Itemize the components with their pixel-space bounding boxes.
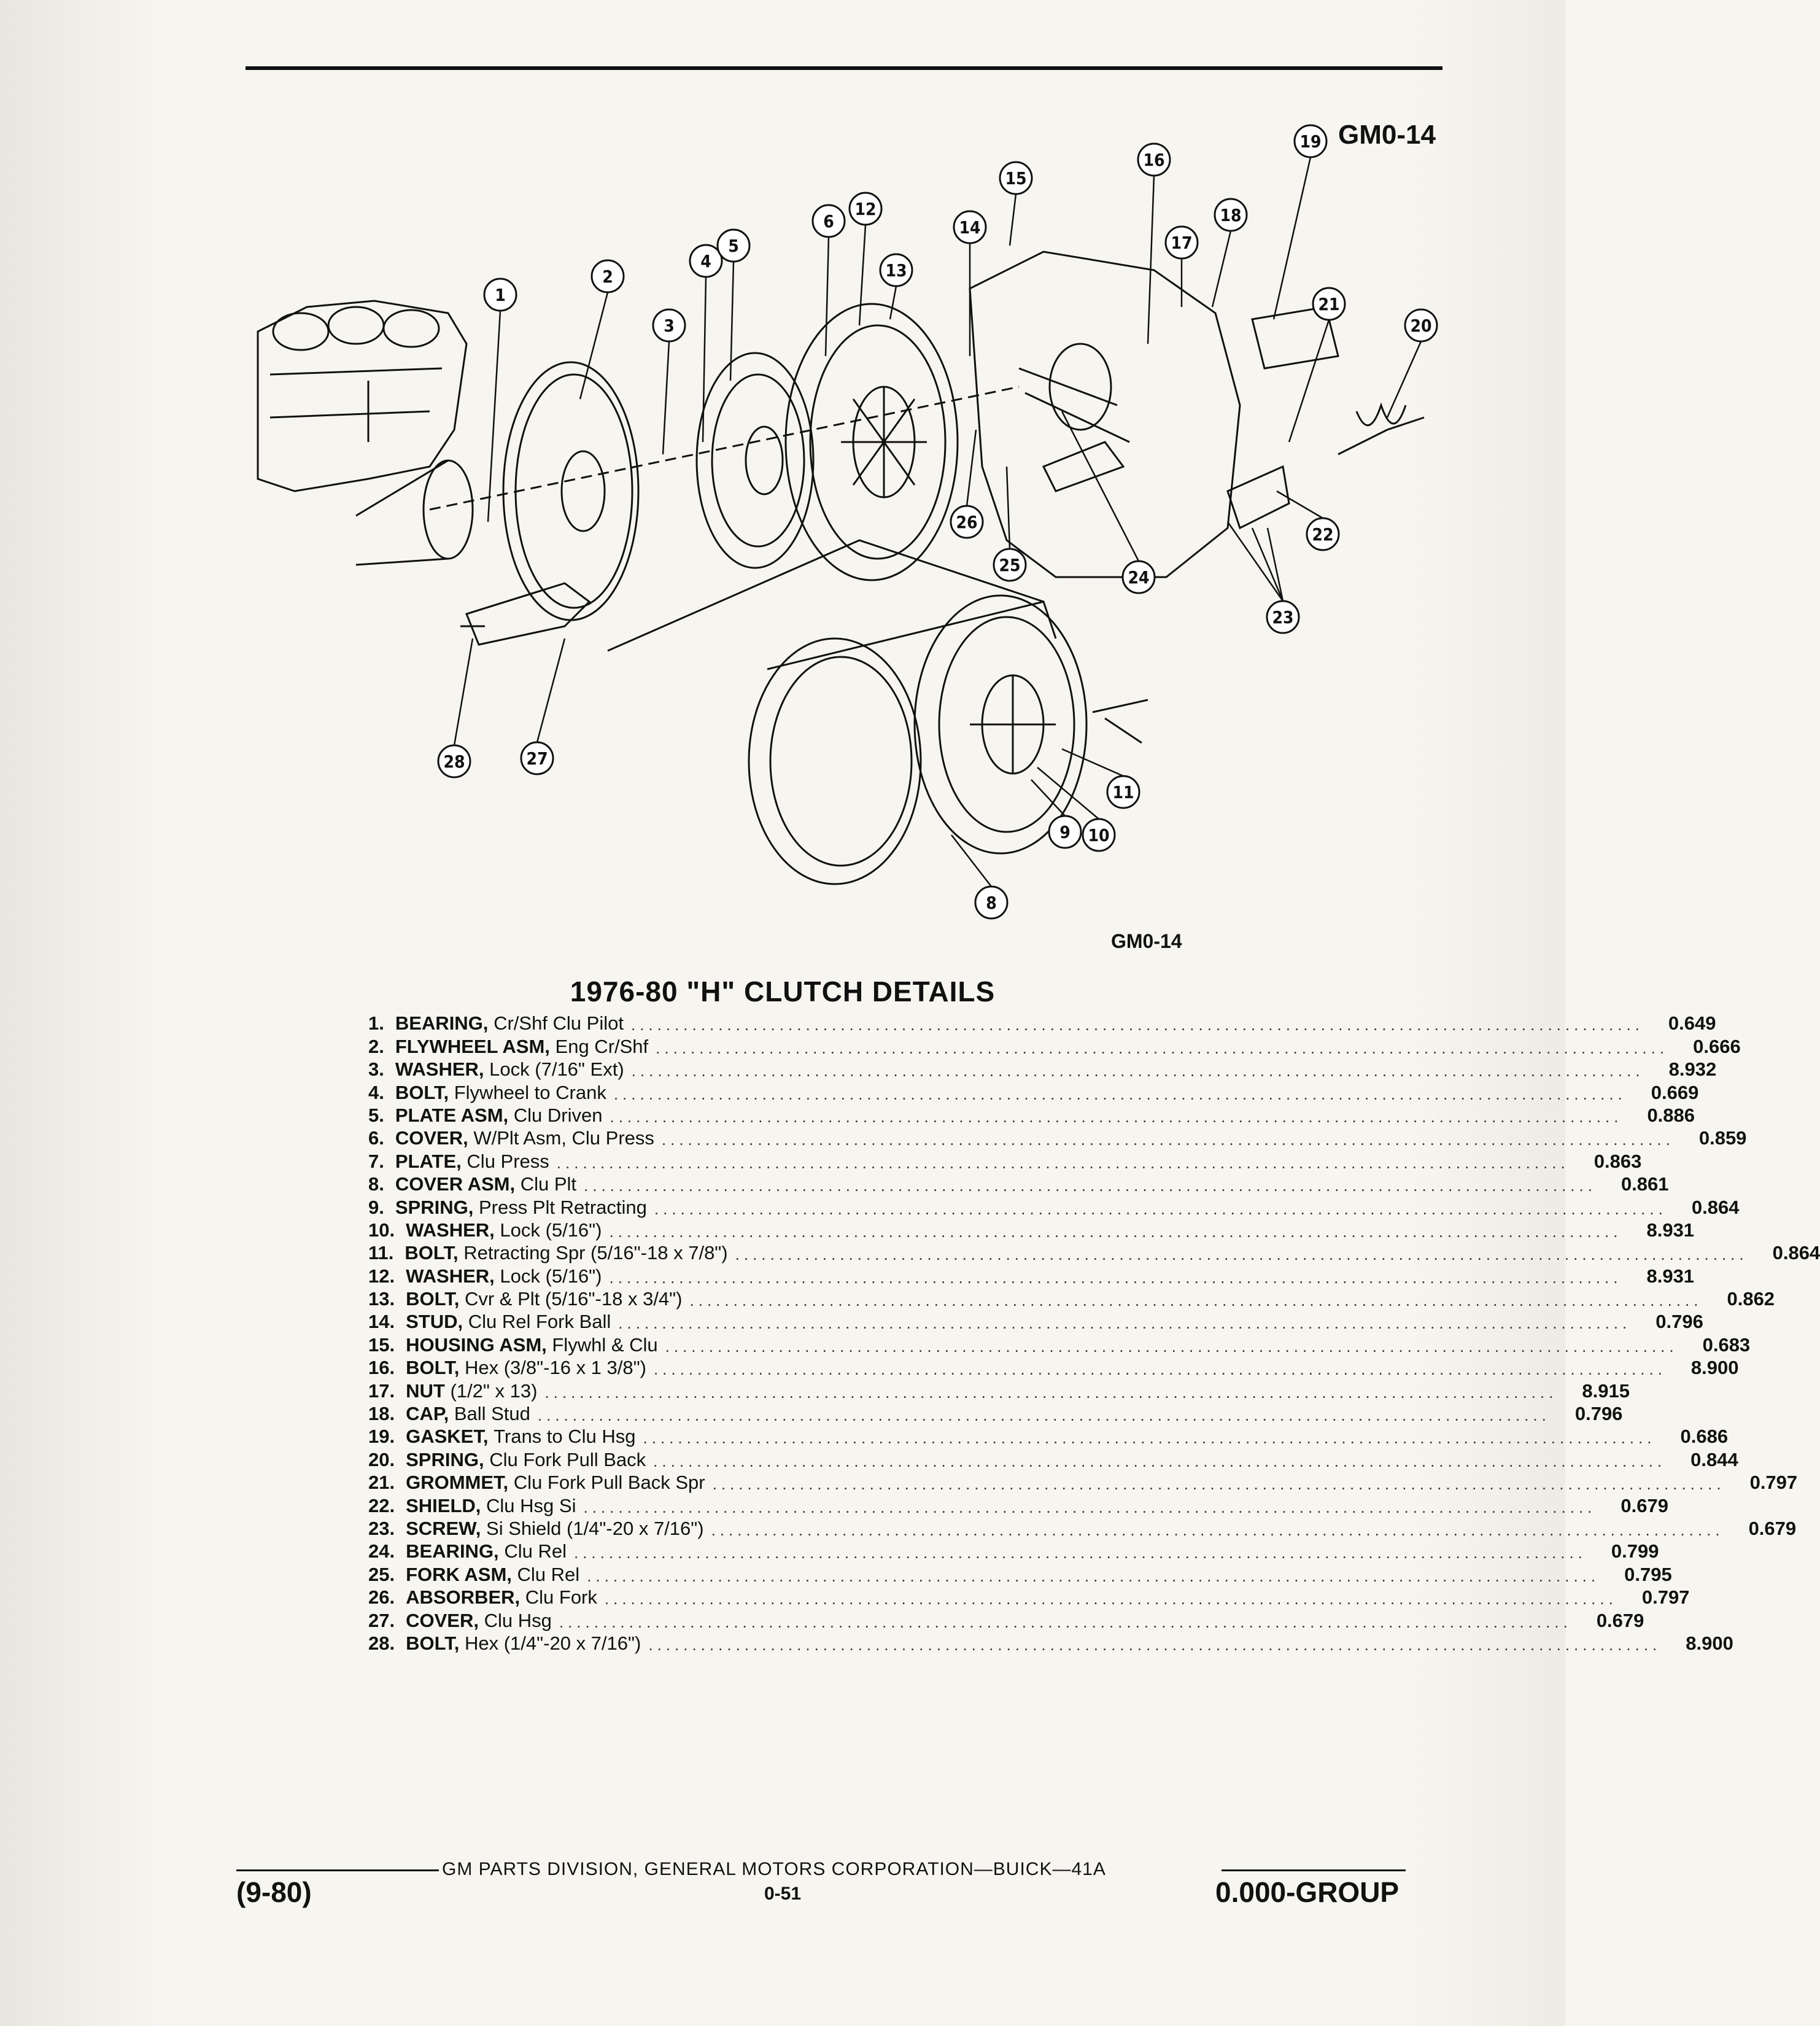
- part-name: NUT: [406, 1380, 445, 1402]
- pressure-plate-drawing: [786, 304, 958, 580]
- group-number: 0.649: [1668, 1012, 1716, 1034]
- svg-text:5: 5: [728, 236, 739, 256]
- part-number: 17.: [368, 1380, 395, 1402]
- part-row: [368, 1402, 1623, 1425]
- callout-21: [1313, 288, 1345, 320]
- part-row: [368, 1425, 1729, 1448]
- part-description: Clu Plt: [520, 1173, 576, 1195]
- part-description: (1/2" x 13): [450, 1380, 538, 1402]
- part-number: 7.: [368, 1150, 384, 1172]
- part-name: PLATE ASM,: [395, 1104, 509, 1126]
- part-row: [368, 1104, 1695, 1127]
- part-number: 22.: [368, 1494, 395, 1516]
- part-number: 8.: [368, 1173, 384, 1195]
- callout-17: [1166, 227, 1198, 258]
- dot-leader: ....................................................................................................................: [654, 1199, 1667, 1218]
- part-description: Clu Rel: [517, 1563, 580, 1585]
- dot-leader: ....................................................................................................................: [712, 1475, 1725, 1494]
- part-description: Flywhl & Clu: [552, 1333, 658, 1356]
- group-number: 8.932: [1668, 1058, 1717, 1081]
- diagram-code-mid: GM0-14: [1111, 930, 1182, 952]
- part-row: [368, 1471, 1798, 1494]
- part-number: 3.: [368, 1058, 384, 1081]
- part-description: Trans to Clu Hsg: [494, 1426, 636, 1448]
- callout-19: [1295, 125, 1326, 157]
- part-row: [368, 1333, 1751, 1356]
- dot-leader: ....................................................................................................................: [559, 1612, 1572, 1631]
- part-description: Cvr & Plt (5/16"-18 x 3/4"): [464, 1288, 683, 1310]
- part-number: 26.: [368, 1586, 395, 1609]
- svg-text:2: 2: [602, 266, 613, 287]
- dot-leader: ....................................................................................................................: [556, 1153, 1570, 1172]
- part-row: [368, 1632, 1733, 1655]
- dot-leader: ....................................................................................................................: [665, 1337, 1678, 1356]
- callout-6: [813, 205, 845, 237]
- svg-text:9: 9: [1059, 822, 1071, 842]
- axis-line: [430, 387, 1019, 510]
- group-number: 0.679: [1596, 1609, 1644, 1631]
- callout-2: [592, 260, 624, 292]
- svg-text:22: 22: [1312, 524, 1334, 545]
- dot-leader: ....................................................................................................................: [610, 1107, 1623, 1126]
- footer-rule-right: [1222, 1869, 1406, 1871]
- parts-list: [368, 1012, 1820, 1655]
- svg-text:15: 15: [1005, 168, 1027, 188]
- part-row: [368, 1586, 1690, 1609]
- part-row: [368, 1287, 1775, 1310]
- part-name: WASHER,: [406, 1219, 495, 1241]
- group-number: 0.669: [1651, 1081, 1699, 1103]
- callout-8: [975, 887, 1007, 918]
- group-number: 0.864: [1691, 1196, 1740, 1218]
- svg-text:27: 27: [526, 748, 548, 769]
- dot-leader: ....................................................................................................................: [604, 1589, 1617, 1609]
- svg-text:25: 25: [999, 555, 1021, 575]
- svg-text:4: 4: [700, 251, 711, 271]
- part-description: Retracting Spr (5/16"-18 x 7/8"): [463, 1242, 728, 1264]
- part-name: GASKET,: [406, 1426, 489, 1448]
- part-number: 14.: [368, 1311, 395, 1333]
- part-description: Lock (7/16" Ext): [489, 1058, 624, 1081]
- part-description: Clu Rel: [504, 1540, 567, 1562]
- callout-3: [653, 309, 685, 341]
- diagram-code-top: GM0-14: [1338, 120, 1436, 150]
- part-row: [368, 1081, 1699, 1103]
- shield-drawing: [1228, 467, 1289, 528]
- dot-leader: ....................................................................................................................: [544, 1383, 1558, 1402]
- dot-leader: ....................................................................................................................: [618, 1314, 1632, 1333]
- top-rule: [246, 66, 1442, 70]
- part-name: BOLT,: [406, 1357, 460, 1379]
- svg-text:10: 10: [1088, 825, 1110, 845]
- part-number: 12.: [368, 1265, 395, 1287]
- group-number: 0.863: [1593, 1150, 1642, 1172]
- part-name: WASHER,: [406, 1265, 495, 1287]
- part-description: Flywheel to Crank: [454, 1081, 606, 1103]
- callout-26: [951, 506, 983, 538]
- part-row: [368, 1310, 1703, 1333]
- part-number: 15.: [368, 1333, 395, 1356]
- group-number: 0.859: [1698, 1127, 1747, 1149]
- part-number: 9.: [368, 1196, 384, 1218]
- callout-27: [521, 742, 553, 774]
- part-name: FLYWHEEL ASM,: [395, 1035, 550, 1057]
- part-description: Lock (5/16"): [500, 1219, 602, 1241]
- part-number: 23.: [368, 1517, 395, 1539]
- part-number: 16.: [368, 1357, 395, 1379]
- part-number: 2.: [368, 1035, 384, 1057]
- part-description: Press Plt Retracting: [478, 1196, 647, 1218]
- svg-text:24: 24: [1128, 567, 1150, 588]
- part-name: SPRING,: [395, 1196, 474, 1218]
- part-number: 1.: [368, 1012, 384, 1034]
- svg-text:3: 3: [664, 316, 675, 336]
- part-description: Clu Hsg Si: [486, 1494, 576, 1516]
- group-number: 8.931: [1646, 1219, 1695, 1241]
- dot-leader: ....................................................................................................................: [643, 1429, 1656, 1448]
- spring-drawing: [1338, 417, 1424, 454]
- dot-leader: ....................................................................................................................: [631, 1062, 1644, 1081]
- part-name: BOLT,: [395, 1081, 449, 1103]
- footer-publisher: GM PARTS DIVISION, GENERAL MOTORS CORPORATION—BUICK—41A: [442, 1859, 1106, 1879]
- part-number: 4.: [368, 1081, 384, 1103]
- part-description: W/Plt Asm, Clu Press: [473, 1127, 654, 1149]
- part-name: WASHER,: [395, 1058, 484, 1081]
- part-row: [368, 1012, 1716, 1034]
- part-name: GROMMET,: [406, 1472, 509, 1494]
- part-number: 11.: [368, 1242, 394, 1264]
- dot-leader: ....................................................................................................................: [735, 1245, 1748, 1264]
- dot-leader: ....................................................................................................................: [648, 1635, 1662, 1654]
- callout-25: [994, 549, 1026, 581]
- lower-detail-drawing: [460, 540, 1148, 884]
- dot-leader: ....................................................................................................................: [537, 1406, 1551, 1425]
- dot-leader: ....................................................................................................................: [689, 1291, 1703, 1310]
- group-number: 0.795: [1624, 1563, 1672, 1585]
- part-description: Eng Cr/Shf: [555, 1035, 649, 1057]
- callout-15: [1000, 162, 1032, 194]
- svg-text:8: 8: [986, 893, 997, 913]
- group-number: 0.679: [1621, 1494, 1668, 1516]
- part-description: Hex (3/8"-16 x 1 3/8"): [464, 1357, 646, 1379]
- group-number: 0.886: [1647, 1104, 1695, 1126]
- part-number: 18.: [368, 1403, 395, 1425]
- callout-5: [718, 230, 749, 262]
- svg-text:26: 26: [956, 512, 978, 532]
- clutch-housing-drawing: [970, 252, 1240, 577]
- part-row: [368, 1127, 1747, 1149]
- svg-text:18: 18: [1220, 205, 1242, 225]
- group-number: 0.666: [1693, 1035, 1741, 1057]
- part-name: STUD,: [406, 1311, 463, 1333]
- svg-text:11: 11: [1112, 782, 1134, 802]
- group-number: 0.861: [1621, 1173, 1669, 1195]
- callout-14: [954, 211, 986, 243]
- part-row: [368, 1149, 1642, 1172]
- driven-plate-drawing: [697, 353, 813, 568]
- callout-24: [1123, 561, 1155, 593]
- part-description: Lock (5/16"): [500, 1265, 602, 1287]
- part-number: 28.: [368, 1632, 395, 1654]
- svg-text:19: 19: [1299, 131, 1322, 152]
- callout-4: [690, 245, 722, 277]
- part-row: [368, 1379, 1630, 1402]
- part-row: [368, 1517, 1797, 1540]
- group-number: 8.915: [1582, 1380, 1630, 1402]
- part-row: [368, 1241, 1820, 1264]
- part-description: Ball Stud: [454, 1403, 530, 1425]
- group-number: 0.864: [1772, 1242, 1820, 1264]
- svg-text:17: 17: [1171, 233, 1193, 253]
- group-number: 8.900: [1690, 1357, 1739, 1379]
- part-number: 20.: [368, 1448, 395, 1470]
- callout-10: [1083, 819, 1115, 851]
- dot-leader: ....................................................................................................................: [609, 1222, 1622, 1241]
- part-name: BEARING,: [406, 1540, 499, 1562]
- dot-leader: ....................................................................................................................: [609, 1268, 1622, 1287]
- svg-text:16: 16: [1143, 150, 1165, 170]
- footer-pubdate: (9-80): [236, 1876, 312, 1908]
- dot-leader: ....................................................................................................................: [613, 1084, 1627, 1103]
- part-name: SCREW,: [406, 1517, 481, 1539]
- group-number: 0.799: [1611, 1540, 1659, 1562]
- part-number: 10.: [368, 1219, 395, 1241]
- dot-leader: ....................................................................................................................: [653, 1451, 1667, 1470]
- svg-text:1: 1: [495, 285, 506, 305]
- part-description: Clu Press: [467, 1150, 549, 1172]
- dot-leader: ....................................................................................................................: [587, 1566, 1600, 1585]
- part-number: 27.: [368, 1609, 395, 1631]
- callout-16: [1138, 144, 1170, 176]
- group-number: 0.862: [1727, 1288, 1775, 1310]
- part-row: [368, 1058, 1717, 1081]
- footer-rule-left: [236, 1869, 439, 1871]
- group-number: 0.844: [1690, 1448, 1738, 1470]
- part-name: BOLT,: [405, 1242, 459, 1264]
- part-description: Clu Hsg: [484, 1609, 552, 1631]
- part-row: [368, 1219, 1695, 1241]
- part-name: COVER,: [406, 1609, 479, 1631]
- group-number: 0.683: [1702, 1333, 1751, 1356]
- svg-text:23: 23: [1272, 607, 1294, 627]
- dot-leader: ....................................................................................................................: [656, 1038, 1669, 1057]
- part-row: [368, 1264, 1695, 1287]
- part-name: PLATE,: [395, 1150, 462, 1172]
- part-description: Clu Driven: [513, 1104, 603, 1126]
- part-row: [368, 1562, 1672, 1585]
- group-number: 0.797: [1749, 1472, 1798, 1494]
- dot-leader: ....................................................................................................................: [584, 1176, 1597, 1195]
- callout-12: [850, 193, 881, 225]
- part-description: Clu Fork Pull Back: [489, 1448, 646, 1470]
- callout-9: [1049, 816, 1081, 848]
- svg-text:6: 6: [823, 211, 834, 231]
- callout-1: [484, 279, 516, 311]
- part-number: 25.: [368, 1563, 395, 1585]
- callout-20: [1405, 309, 1437, 341]
- part-row: [368, 1034, 1741, 1057]
- part-name: CAP,: [406, 1403, 449, 1425]
- footer-group-label: 0.000-GROUP: [1215, 1876, 1400, 1908]
- group-number: 0.796: [1574, 1403, 1623, 1425]
- part-row: [368, 1356, 1739, 1379]
- svg-text:20: 20: [1410, 316, 1432, 336]
- dot-leader: ....................................................................................................................: [583, 1497, 1597, 1516]
- part-row: [368, 1494, 1668, 1516]
- dot-leader: ....................................................................................................................: [630, 1015, 1644, 1034]
- part-number: 24.: [368, 1540, 395, 1562]
- part-name: BEARING,: [395, 1012, 489, 1034]
- part-name: BOLT,: [406, 1288, 460, 1310]
- part-number: 21.: [368, 1472, 395, 1494]
- flywheel-drawing: [503, 362, 638, 620]
- part-name: COVER,: [395, 1127, 468, 1149]
- callout-11: [1107, 776, 1139, 808]
- part-description: Clu Fork: [525, 1586, 597, 1609]
- svg-text:28: 28: [443, 751, 465, 772]
- part-number: 5.: [368, 1104, 384, 1126]
- svg-text:21: 21: [1318, 294, 1340, 314]
- page-title: 1976-80 "H" CLUTCH DETAILS: [570, 976, 996, 1007]
- part-number: 19.: [368, 1426, 395, 1448]
- callout-22: [1307, 518, 1339, 550]
- dot-leader: ....................................................................................................................: [573, 1543, 1587, 1562]
- part-row: [368, 1195, 1740, 1218]
- part-row: [368, 1609, 1644, 1631]
- part-description: Si Shield (1/4"-20 x 7/16"): [486, 1517, 704, 1539]
- part-name: COVER ASM,: [395, 1173, 516, 1195]
- svg-text:14: 14: [959, 217, 981, 238]
- part-name: ABSORBER,: [406, 1586, 521, 1609]
- dot-leader: ....................................................................................................................: [661, 1130, 1675, 1149]
- svg-text:12: 12: [854, 199, 877, 219]
- part-description: Hex (1/4"-20 x 7/16"): [464, 1632, 641, 1654]
- spring-coil-drawing: [1357, 405, 1406, 425]
- part-name: SPRING,: [406, 1448, 484, 1470]
- clutch-exploded-diagram: [246, 98, 1442, 958]
- callouts: [438, 125, 1437, 918]
- group-number: 0.796: [1655, 1311, 1703, 1333]
- engine-block-drawing: [258, 301, 473, 565]
- part-name: HOUSING ASM,: [406, 1333, 547, 1356]
- group-number: 0.679: [1748, 1517, 1797, 1539]
- part-description: Cr/Shf Clu Pilot: [494, 1012, 624, 1034]
- callout-28: [438, 745, 470, 777]
- part-row: [368, 1448, 1738, 1470]
- footer-page-number: 0-51: [764, 1884, 802, 1904]
- part-row: [368, 1173, 1669, 1195]
- svg-text:13: 13: [885, 260, 907, 281]
- callout-13: [880, 254, 912, 286]
- diagram-svg: [246, 98, 1442, 958]
- group-number: 8.931: [1646, 1265, 1695, 1287]
- callout-23: [1267, 601, 1299, 633]
- part-description: Clu Fork Pull Back Spr: [513, 1472, 705, 1494]
- group-number: 8.900: [1686, 1632, 1733, 1654]
- part-name: FORK ASM,: [406, 1563, 512, 1585]
- part-row: [368, 1540, 1659, 1562]
- part-number: 6.: [368, 1127, 384, 1149]
- callout-18: [1215, 199, 1247, 231]
- release-fork-drawing: [1044, 442, 1123, 491]
- dot-leader: ....................................................................................................................: [653, 1360, 1667, 1379]
- part-description: Clu Rel Fork Ball: [468, 1311, 611, 1333]
- part-name: SHIELD,: [406, 1494, 481, 1516]
- part-number: 13.: [368, 1288, 395, 1310]
- group-number: 0.797: [1641, 1586, 1690, 1609]
- dot-leader: ....................................................................................................................: [711, 1520, 1724, 1539]
- group-number: 0.686: [1680, 1426, 1729, 1448]
- part-name: BOLT,: [406, 1632, 460, 1654]
